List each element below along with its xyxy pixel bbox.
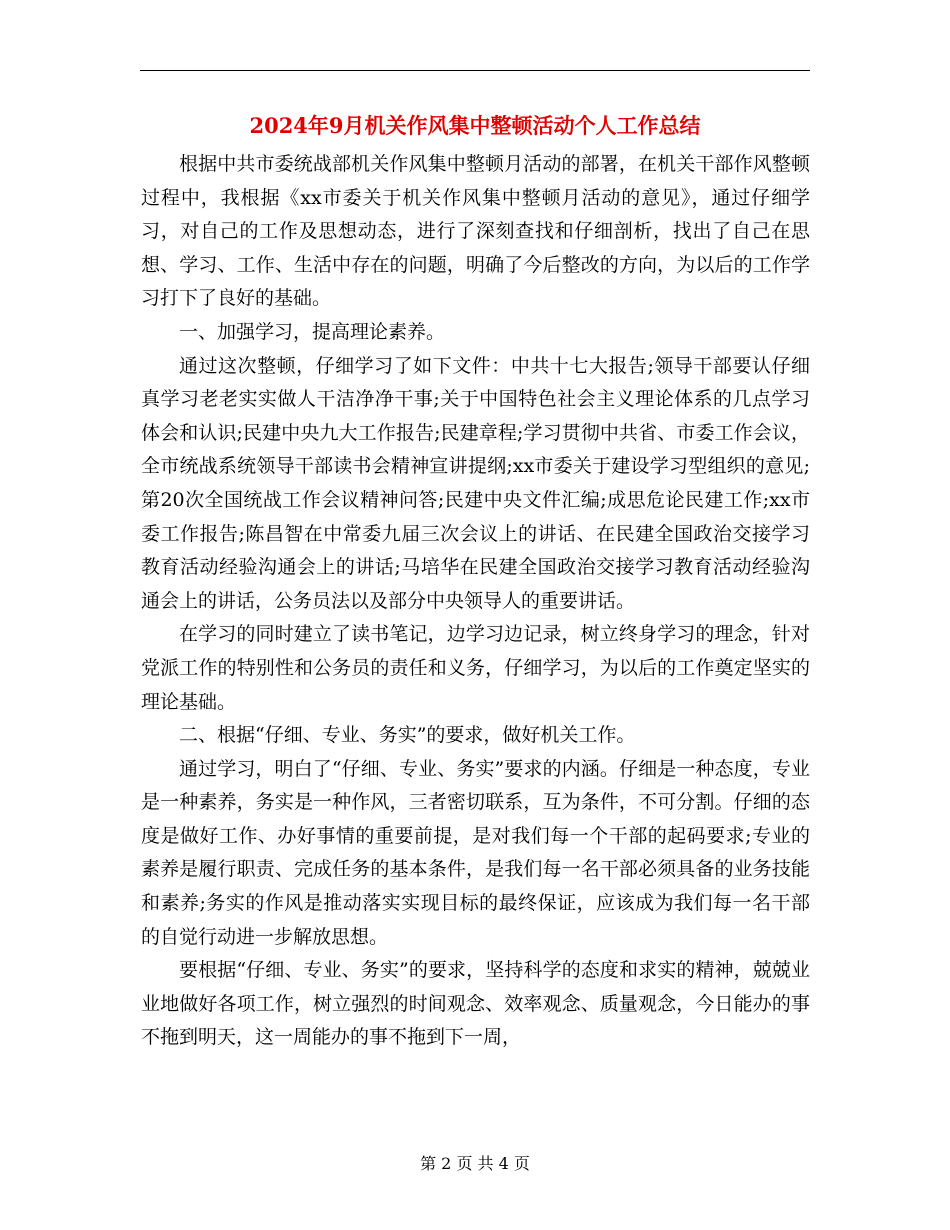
header-rule [140, 70, 810, 71]
page-number-footer: 第 2 页 共 4 页 [420, 1154, 530, 1173]
section-heading-2: 二、根据“仔细、专业、务实”的要求，做好机关工作。 [179, 724, 636, 747]
document-title: 2024年9月机关作风集中整顿活动个人工作总结 [249, 113, 701, 138]
paragraph-meaning: 通过学习，明白了“仔细、专业、务实”要求的内涵。仔细是一种态度，专业是一种素养，务实是一种作风，三者密切联系，互为条件，不可分割。仔细的态度是做好工作、办好事情的重要前提，是对我们每一个干部的起码要求;专业的素养是履行职责、完成任务的基本条件，是我们每一名干部必须具备的业务技能和素养;务实的作风是推动落实实现目标的最终保证，应该成为我们每一名干部的自觉行动进一步解放思想。 [141, 757, 810, 948]
paragraph-requirements: 要根据“仔细、专业、务实”的要求，坚持科学的态度和求实的精神，兢兢业业地做好各项工作，树立强烈的时间观念、效率观念、质量观念，今日能办的事不拖到明天，这一周能办的事不拖到下一周， [141, 959, 810, 1049]
paragraph-intro: 根据中共市委统战部机关作风集中整顿月活动的部署，在机关干部作风整顿过程中，我根据《xx市委关于机关作风集中整顿月活动的意见》，通过仔细学习，对自己的工作及思想动态，进行了深刻查找和仔细剖析，找出了自己在思想、学习、工作、生活中存在的问题，明确了今后整改的方向，为以后的工作学习打下了良好的基础。 [141, 153, 810, 310]
paragraph-study-list: 通过这次整顿，仔细学习了如下文件：中共十七大报告;领导干部要认仔细真学习老老实实做人干洁净净干事;关于中国特色社会主义理论体系的几点学习体会和认识;民建中央九大工作报告;民建章程;学习贯彻中共省、市委工作会议，全市统战系统领导干部读书会精神宣讲提纲;xx市委关于建设学习型组织的意见;第20次全国统战工作会议精神问答;民建中央文件汇编;成思危论民建工作;xx市委工作报告;陈昌智在中常委九届三次会议上的讲话、在民建全国政治交接学习教育活动经验沟通会上的讲话;马培华在民建全国政治交接学习教育活动经验沟通会上的讲话，公务员法以及部分中央领导人的重要讲话。 [141, 354, 810, 612]
paragraph-notes: 在学习的同时建立了读书笔记，边学习边记录，树立终身学习的理念，针对党派工作的特别性和公务员的责任和义务，仔细学习，为以后的工作奠定坚实的理论基础。 [141, 623, 810, 713]
section-heading-1: 一、加强学习，提高理论素养。 [179, 320, 446, 343]
document-body [141, 148, 810, 1055]
